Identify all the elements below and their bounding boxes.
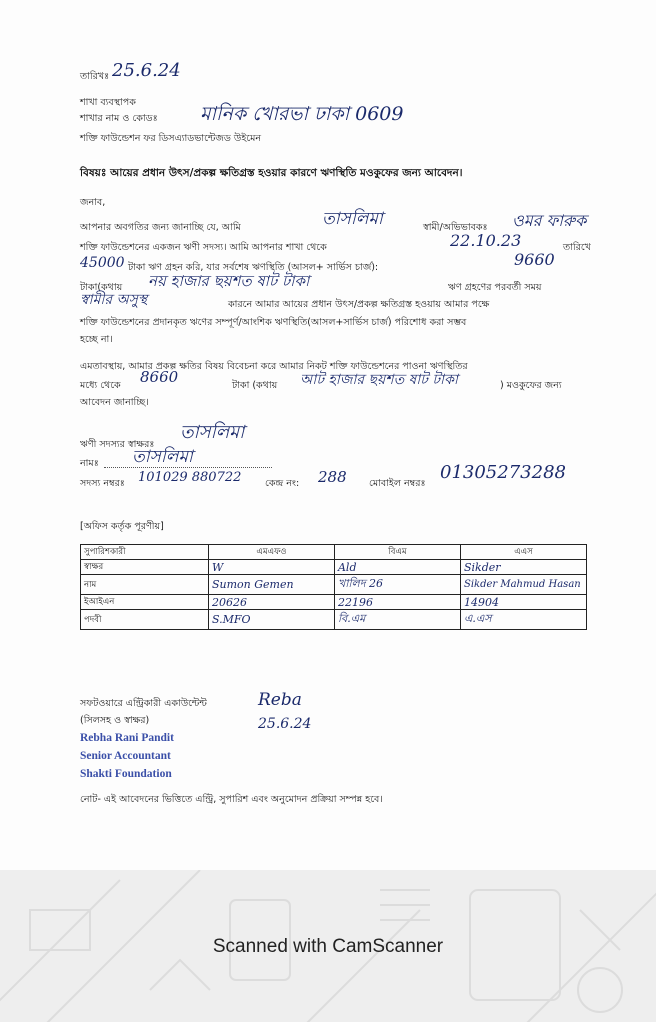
date-label: তারিখঃ — [80, 71, 110, 82]
para2-line2c: ) মওকুফের জন্য — [500, 380, 562, 391]
guardian-name: ওমর ফারুক — [512, 211, 587, 230]
loan-date: 22.10.23 — [450, 231, 522, 250]
waiver-amount: 8660 — [140, 368, 179, 386]
para1-line1a: আপনার অবগতির জন্য জানাচ্ছি যে, আমি — [80, 222, 241, 233]
mfo-designation: S.MFO — [209, 610, 335, 630]
row-label: পদবী — [81, 610, 209, 630]
branch-label: শাখার নাম ও কোডঃ — [80, 113, 158, 124]
applicant-name: তাসলিমা — [322, 209, 383, 229]
salutation: জনাব, — [80, 197, 106, 208]
para1-line6: শক্তি ফাউন্ডেশনের প্রদানকৃত ঋণের সম্পূর্ণ/আংশিক ঋণস্থিতি(আসল+সার্ভিস চার্জ) পরিশোধ করা সম্ভব — [80, 317, 467, 328]
entry-label-1: সফটওয়ারে এন্ট্রিকারী একাউন্টেন্ট — [80, 698, 207, 709]
name-label: নামঃ — [80, 458, 99, 469]
para1-line3a: টাকা ঋণ গ্রহন করি, যার সর্বশেষ ঋণস্থিতি (আসল+ সার্ভিস চার্জ): — [128, 262, 379, 273]
para1-line4b: ঋণ গ্রহণের পরবর্তী সময় — [448, 282, 542, 293]
loan-amount: 45000 — [80, 255, 125, 271]
center-number: 288 — [318, 468, 347, 486]
para1-line4a: টাকা(কথায় — [80, 282, 123, 293]
accountant-stamp — [80, 729, 174, 783]
para1-line2a: শক্তি ফাউন্ডেশনের একজন ঋণী সদস্য। আমি আপনার শাখা থেকে — [80, 242, 327, 253]
stamp-org: Shakti Foundation — [80, 768, 172, 780]
table-header: এমএফও — [209, 545, 335, 560]
date-value: 25.6.24 — [112, 60, 181, 81]
org-line: শক্তি ফাউন্ডেশন ফর ডিসএ্যাডভান্টেজড উইমেন — [80, 133, 262, 144]
table-row — [81, 575, 587, 595]
para2-line2a: মধ্যে থেকে — [80, 380, 121, 391]
camscanner-watermark: Scanned with CamScanner — [212, 936, 444, 957]
entry-date: 25.6.24 — [258, 716, 312, 732]
accountant-signature: Reba — [258, 690, 302, 710]
bm-ein: 22196 — [334, 595, 460, 610]
waiver-in-words: আট হাজার ছয়শত ষাট টাকা — [300, 372, 458, 388]
table-header-row — [81, 545, 587, 560]
mfo-name: Sumon Gemen — [209, 575, 335, 595]
member-name: তাসলিমা — [132, 447, 193, 467]
para2-line3: আবেদন জানাচ্ছি। — [80, 397, 149, 408]
mfo-signature: W — [209, 560, 335, 575]
row-label: ইআইএন — [81, 595, 209, 610]
footer-note: নোট- এই আবেদনের ভিত্তিতে এন্ট্রি, সুপারিশ এবং অনুমোদন প্রক্রিয়া সম্পন্ন হবে। — [80, 794, 383, 805]
as-name: Sikder Mahmud Hasan — [460, 575, 586, 595]
para2-line2b: টাকা (কথায় — [232, 380, 278, 391]
camscanner-footer — [0, 870, 656, 1022]
as-signature: Sikder — [460, 560, 586, 575]
damage-reason: স্বামীর অসুস্থ — [80, 292, 148, 308]
recommendation-table — [80, 544, 587, 630]
table-header: সুপারিশকারী — [81, 545, 209, 560]
para1-line5b: কারনে আমার আয়ের প্রধান উৎস/প্রকল্প ক্ষতিগ্রস্ত হওয়ায় আমার পক্ষে — [228, 299, 490, 310]
stamp-title: Senior Accountant — [80, 750, 171, 762]
member-number-label: সদস্য নম্বরঃ — [80, 478, 125, 489]
as-designation: এ.এস — [460, 610, 586, 630]
para1-line7: হচ্ছে না। — [80, 334, 113, 345]
branch-value: মানিক খোরভা ঢাকা 0609 — [200, 103, 404, 125]
bm-designation: বি.এম — [334, 610, 460, 630]
row-label: নাম — [81, 575, 209, 595]
as-ein: 14904 — [460, 595, 586, 610]
applicant-signature: তাসলিমা — [180, 422, 245, 443]
mfo-ein: 20626 — [209, 595, 335, 610]
office-use-label: [অফিস কর্তৃক পূরণীয়] — [80, 521, 164, 532]
bm-name: খালিদ 26 — [334, 575, 460, 595]
member-number: 101029 880722 — [138, 470, 242, 485]
loan-balance: 9660 — [514, 250, 555, 269]
para2-line1: এমতাবস্থায়, আমার প্রকল্প ক্ষতির বিষয় বিবেচনা করে আমার নিকট শক্তি ফাউন্ডেশনের পাওনা ঋণস্থিতির — [80, 361, 468, 372]
subject-line: বিষয়ঃ আয়ের প্রধান উৎস/প্রকল্প ক্ষতিগ্রস্ত হওয়ার কারণে ঋণস্থিতি মওকুফের জন্য আবেদন। — [80, 167, 463, 179]
row-label: স্বাক্ষর — [81, 560, 209, 575]
stamp-name: Rebha Rani Pandit — [80, 732, 174, 744]
table-row — [81, 560, 587, 575]
para1-line1b: স্বামী/অভিভাবকঃ — [423, 222, 488, 233]
mobile-number: 01305273288 — [440, 462, 566, 483]
table-row — [81, 595, 587, 610]
table-header: এএস — [460, 545, 586, 560]
para1-line2b: তারিখে — [563, 242, 591, 253]
branch-manager: শাখা ব্যবস্থাপক — [80, 97, 136, 108]
entry-label-2: (সিলসহ ও স্বাক্ষর) — [80, 715, 150, 726]
center-label: কেন্দ্র নং: — [265, 478, 300, 489]
mobile-label: মোবাইল নম্বরঃ — [369, 478, 426, 489]
table-row — [81, 610, 587, 630]
signature-label: ঋণী সদস্যর স্বাক্ষরঃ — [80, 439, 155, 450]
bm-signature: Ald — [334, 560, 460, 575]
balance-in-words: নয় হাজার ছয়শত ষাট টাকা — [148, 272, 310, 290]
table-header: বিএম — [334, 545, 460, 560]
